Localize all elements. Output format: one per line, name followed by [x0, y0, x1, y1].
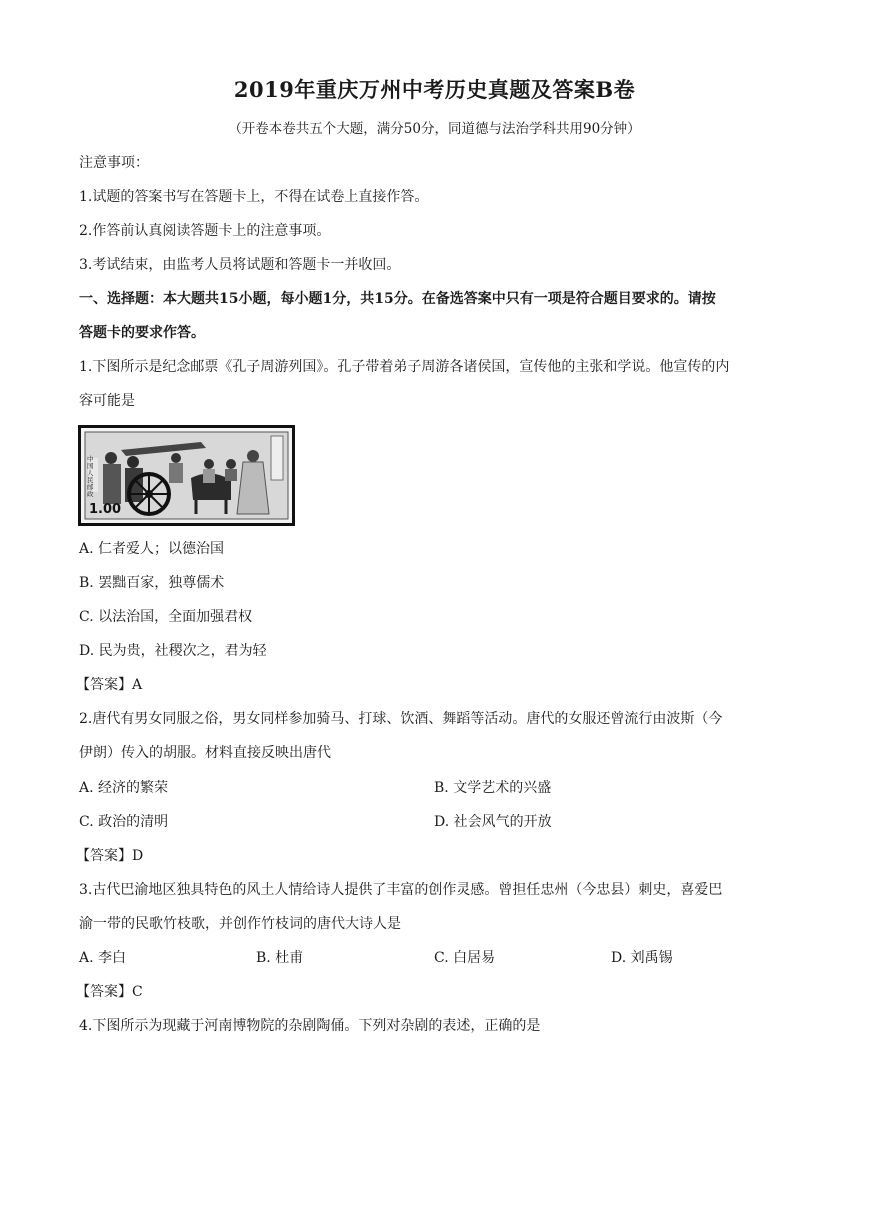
q1-option-b: B. 罢黜百家，独尊儒术 — [79, 575, 225, 591]
q3-option-a: A. 李白 — [79, 950, 127, 966]
answer-value: A — [132, 677, 143, 693]
notice-item-1: 1.试题的答案书写在答题卡上，不得在试卷上直接作答。 — [79, 189, 429, 205]
confucius-stamp-image — [78, 425, 295, 526]
q3-option-c: C. 白居易 — [434, 950, 496, 966]
q3-option-b: B. 杜甫 — [256, 950, 304, 966]
notice-heading: 注意事项： — [79, 155, 149, 171]
q1-answer — [76, 675, 796, 695]
notice-item-2: 2.作答前认真阅读答题卡上的注意事项。 — [79, 223, 331, 239]
answer-label: 【答案】 — [76, 848, 132, 864]
q3-stem-line2: 渝一带的民歌竹枝歌，并创作竹枝词的唐代大诗人是 — [79, 916, 401, 932]
q2-stem-line1: 2.唐代有男女同服之俗，男女同样参加骑马、打球、饮酒、舞蹈等活动。唐代的女服还曾流行由波斯（今 — [79, 711, 723, 727]
answer-value: D — [132, 848, 144, 864]
answer-label: 【答案】 — [76, 677, 132, 693]
q3-answer — [76, 982, 796, 1002]
q3-option-d: D. 刘禹锡 — [611, 950, 673, 966]
notice-item-3: 3.考试结束，由监考人员将试题和答题卡一并收回。 — [79, 257, 401, 273]
section-instruction-line2: 答题卡的要求作答。 — [79, 325, 205, 341]
q4-stem-line1: 4.下图所示为现藏于河南博物院的杂剧陶俑。下列对杂剧的表述，正确的是 — [79, 1018, 541, 1034]
q3-stem-line1: 3.古代巴渝地区独具特色的风土人情给诗人提供了丰富的创作灵感。曾担任忠州（今忠县）刺史，喜爱巴 — [79, 882, 723, 898]
answer-value: C — [132, 984, 143, 1000]
stamp-value: 1.00 — [89, 502, 122, 517]
q2-option-c: C. 政治的清明 — [79, 814, 169, 830]
q2-option-a: A. 经济的繁荣 — [79, 780, 169, 796]
q2-stem-line2: 伊朗）传入的胡服。材料直接反映出唐代 — [79, 745, 331, 761]
q2-option-d: D. 社会风气的开放 — [434, 814, 552, 830]
q1-option-a: A. 仁者爱人；以德治国 — [79, 541, 225, 557]
q2-answer — [76, 846, 796, 866]
page-title: 2019年重庆万州中考历史真题及答案B卷 — [233, 77, 636, 102]
q1-stem-line1: 1.下图所示是纪念邮票《孔子周游列国》。孔子带着弟子周游各诸侯国，宣传他的主张和学说。他宣传的内 — [79, 359, 730, 375]
q1-option-c: C. 以法治国，全面加强君权 — [79, 609, 253, 625]
q1-stem-line2: 容可能是 — [79, 393, 135, 409]
section-instruction-line1: 一、选择题：本大题共15小题，每小题1分，共15分。在备选答案中只有一项是符合题目要求的。请按 — [79, 291, 716, 307]
q2-option-b: B. 文学艺术的兴盛 — [434, 780, 552, 796]
q1-option-d: D. 民为贵，社稷次之，君为轻 — [79, 643, 267, 659]
answer-label: 【答案】 — [76, 984, 132, 1000]
page-subtitle: （开卷本卷共五个大题，满分50分，同道德与法治学科共用90分钟） — [228, 121, 641, 137]
stamp-vertical-text: 中国人民邮政 — [87, 455, 94, 498]
